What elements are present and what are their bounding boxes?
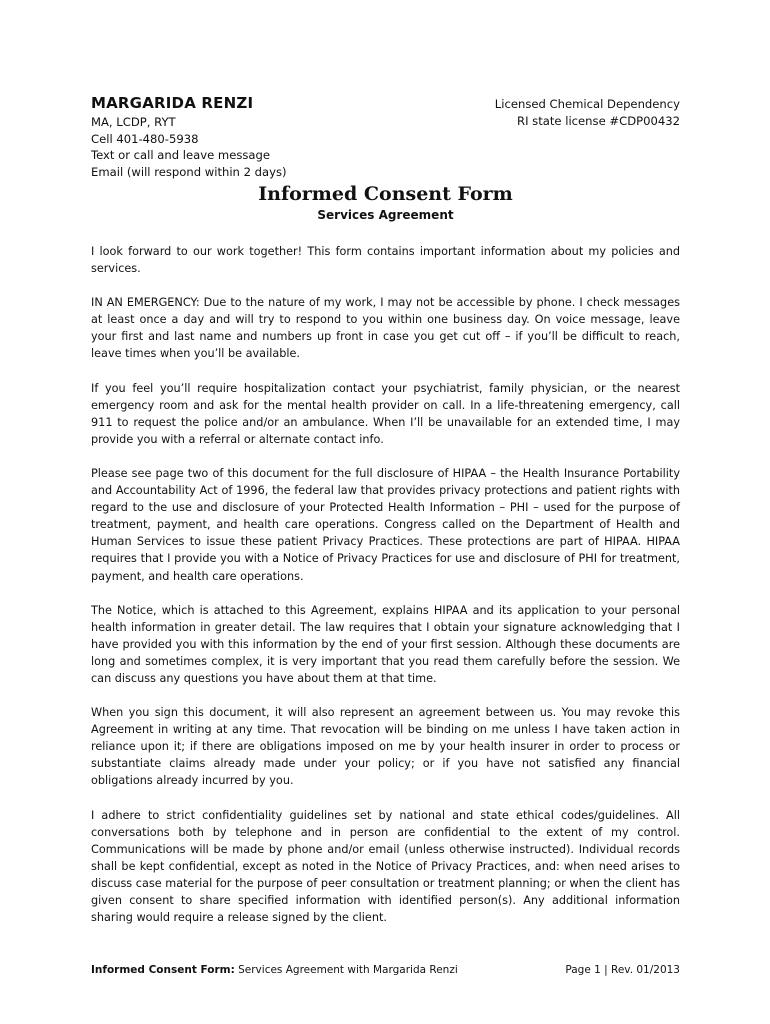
document-page [91, 92, 680, 943]
confidentiality-paragraph: I adhere to strict confidentiality guidelines set by national and state ethical codes/guidelines. All conversations both by telephone and in person are confidential to the extent of my control. Communications will be made by phone and/or email (unless otherwise instructed). Individual records shall be kept confidential, except as noted in the Notice of Privacy Practices, and: when need arises to discuss case material for the purpose of peer consultation or treatment planning; or when the client has given consent to share specified information with identified person(s). Any additional information sharing would require a release signed by the client. [91, 808, 680, 925]
provider-contact-block [91, 92, 287, 180]
document-body [91, 243, 680, 926]
provider-contact-note: Text or call and leave message [91, 148, 271, 162]
agreement-paragraph: When you sign this document, it will also represent an agreement between us. You may revoke this Agreement in writing at any time. That revocation will be binding on me unless I have taken action in reliance upon it; if there are obligations imposed on me by your health insurer in order to process or substantiate claims already made under your policy; or if you have not satisfied any financial obligations already incurred by you. [91, 706, 680, 788]
notice-paragraph: The Notice, which is attached to this Agreement, explains HIPAA and its application to your personal health information in greater detail. The law requires that I obtain your signature acknowledging that I have provided you with this information by the end of your first session. Although these documents are long and sometimes complex, it is very important that you read them carefully before the session. We can discuss any questions you have about them at that time. [91, 603, 680, 685]
license-number: RI state license #CDP00432 [517, 113, 680, 128]
letterhead [91, 92, 680, 179]
license-title: Licensed Chemical Dependency [494, 97, 680, 111]
provider-email-note: Email (will respond within 2 days) [91, 164, 287, 179]
provider-credentials: MA, LCDP, RYT [91, 115, 176, 129]
emergency-paragraph: IN AN EMERGENCY: Due to the nature of my work, I may not be accessible by phone. I check messages at least once a day and will try to respond to you within one business day. On voice message, leave your first and last name and numbers up front in case you get cut off – if you’ll be difficult to reach, leave times when you’ll be available. [91, 296, 680, 361]
footer-text: Services Agreement with Margarida Renzi [234, 964, 458, 976]
document-title-block [91, 182, 680, 223]
hospitalization-paragraph: If you feel you’ll require hospitalization contact your psychiatrist, family physician, or the nearest emergency room and ask for the mental health provider on call. In a life-threatening emergency, call 911 to request the police and/or an ambulance. When I’ll be unavailable for an extended time, I may provide you with a referral or alternate contact info. [91, 381, 680, 446]
footer-title [91, 962, 458, 978]
document-title: Informed Consent Form [258, 183, 513, 205]
footer-label: Informed Consent Form: [91, 964, 235, 976]
footer-page-info: Page 1 | Rev. 01/2013 [565, 964, 680, 976]
hipaa-paragraph: Please see page two of this document for the full disclosure of HIPAA – the Health Insurance Portability and Accountability Act of 1996, the federal law that provides privacy protections and patient rights with regard to the use and disclosure of your Protected Health Information – PHI – used for the purpose of treatment, payment, and health care operations. Congress called on the Department of Health and Human Services to issue these patient Privacy Practices. These protections are part of HIPAA. HIPAA requires that I provide you with a Notice of Privacy Practices for use and disclosure of PHI for treatment, payment, and health care operations. [91, 466, 680, 583]
license-block [495, 96, 680, 129]
intro-paragraph: I look forward to our work together! This form contains important information about my policies and services. [91, 245, 680, 276]
document-subtitle: Services Agreement [317, 208, 454, 222]
provider-cell: Cell 401-480-5938 [91, 131, 199, 146]
provider-name: MARGARIDA RENZI [91, 94, 254, 112]
